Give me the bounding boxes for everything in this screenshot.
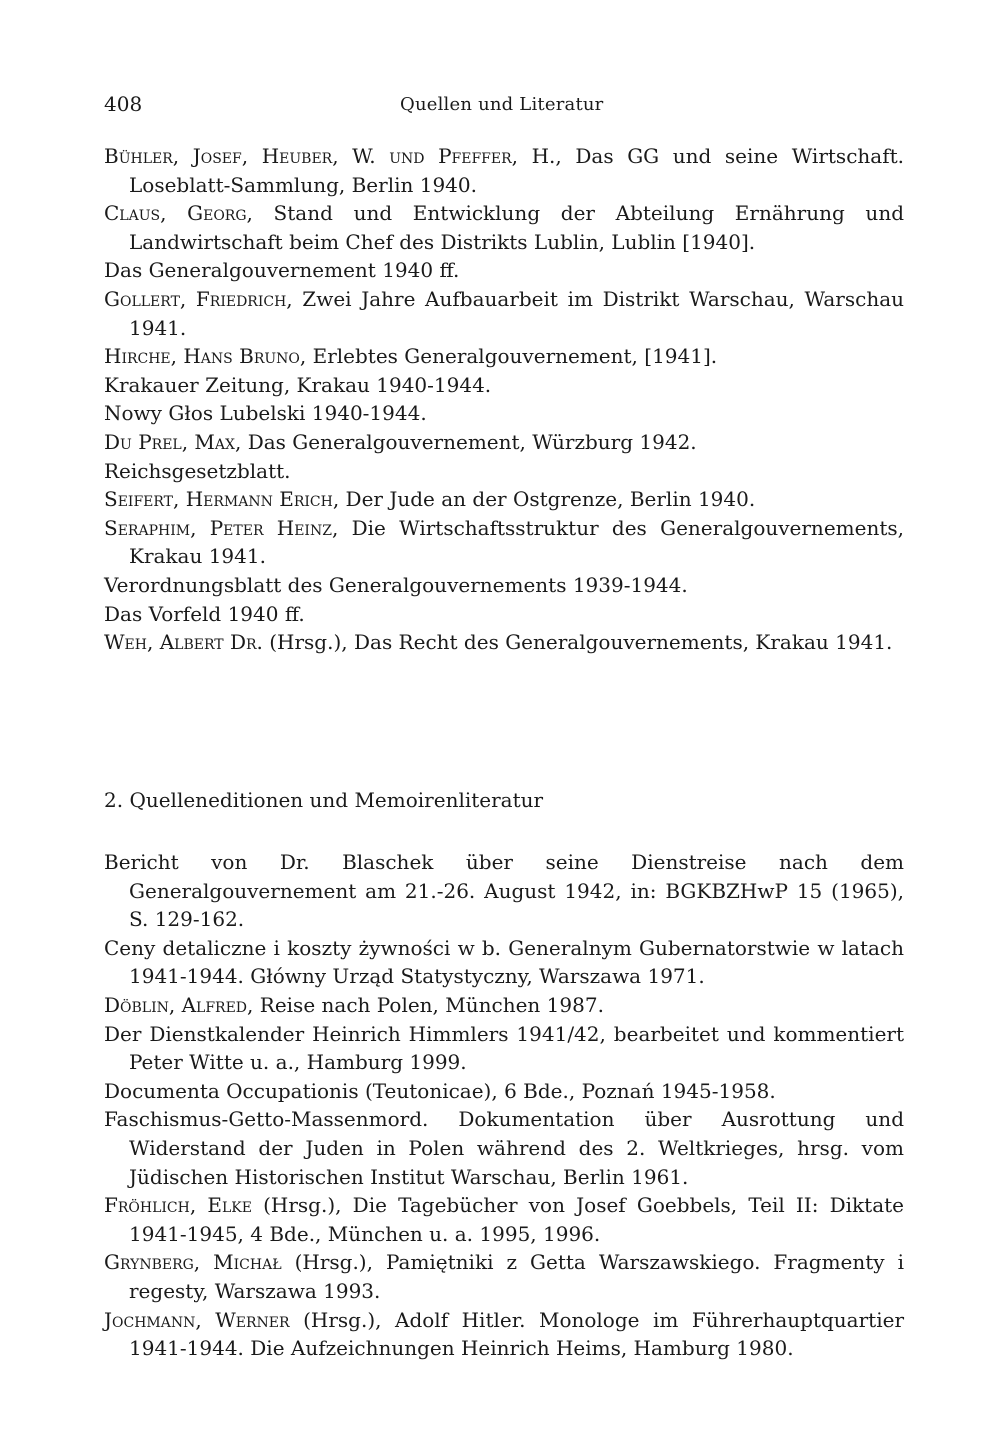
section-heading: 2. Quelleneditionen und Memoirenliteratur (104, 788, 544, 812)
running-head: Quellen und Literatur (400, 94, 604, 115)
page-header (104, 92, 904, 122)
entry-text: Reichsgesetzblatt. (104, 458, 291, 483)
entry-authors: Grynberg, Michał (104, 1250, 282, 1275)
bibliography-entry (104, 934, 904, 991)
bibliography-entry (104, 1020, 904, 1077)
entry-text: (Hrsg.), Das Recht des Generalgouvernements, Krakau 1941. (262, 630, 893, 655)
entry-authors: Döblin, Alfred (104, 992, 248, 1017)
bibliography-entry (104, 571, 904, 600)
bibliography-entry (104, 1248, 904, 1305)
entry-text: Der Dienstkalender Heinrich Himmlers 1941/42, bearbeitet und kommentiert Peter Witte u. a., Hamburg 1999. (104, 1021, 904, 1075)
bibliography-list-sources (104, 142, 904, 657)
bibliography-entry (104, 256, 904, 285)
entry-text: , Stand und Entwicklung der Abteilung Ernährung und Landwirtschaft beim Chef des Distrikts Lublin, Lublin [1940]. (129, 201, 904, 254)
page-number: 408 (104, 92, 143, 116)
entry-text: Krakauer Zeitung, Krakau 1940-1944. (104, 372, 492, 397)
entry-text: Documenta Occupationis (Teutonicae), 6 Bde., Poznań 1945-1958. (104, 1078, 776, 1103)
bibliography-entry (104, 399, 904, 428)
bibliography-entry (104, 485, 904, 514)
bibliography-list-editions (104, 848, 904, 1363)
bibliography-entry (104, 1191, 904, 1248)
bibliography-entry (104, 628, 904, 657)
entry-authors: Fröhlich, Elke (104, 1193, 252, 1218)
bibliography-entry (104, 457, 904, 486)
entry-text: , Zwei Jahre Aufbauarbeit im Distrikt Warschau, Warschau 1941. (129, 286, 905, 340)
bibliography-entry (104, 371, 904, 400)
entry-text: Nowy Głos Lubelski 1940-1944. (104, 401, 427, 426)
bibliography-entry (104, 1105, 904, 1191)
entry-authors: Du Prel, Max (104, 429, 235, 454)
entry-authors: Jochmann, Werner (104, 1307, 290, 1332)
bibliography-entry (104, 199, 904, 256)
entry-text: , Das Generalgouvernement, Würzburg 1942. (234, 429, 697, 454)
entry-text: Verordnungsblatt des Generalgouvernements 1939-1944. (104, 572, 688, 597)
entry-text: , Die Wirtschaftsstruktur des Generalgouvernements, Krakau 1941. (129, 515, 904, 569)
entry-text: , Erlebtes Generalgouvernement, [1941]. (299, 344, 718, 369)
bibliography-entry (104, 848, 904, 934)
entry-authors: Gollert, Friedrich (104, 286, 287, 311)
entry-text: (Hrsg.), Pamiętniki z Getta Warszawskiego. Fragmenty i regesty, Warszawa 1993. (129, 1250, 904, 1303)
entry-text: Das Generalgouvernement 1940 ff. (104, 258, 460, 283)
entry-text: Bericht von Dr. Blaschek über seine Dienstreise nach dem Generalgouvernement am 21.-26. August 1942, in: BGKBZHwP 15 (1965), S. 129-162. (104, 850, 904, 932)
bibliography-entry (104, 1077, 904, 1106)
bibliography-entry (104, 1306, 904, 1363)
entry-authors: Weh, Albert Dr. (104, 630, 263, 655)
bibliography-entry (104, 142, 904, 199)
bibliography-entry (104, 600, 904, 629)
entry-text: , Der Jude an der Ostgrenze, Berlin 1940. (332, 487, 756, 512)
entry-authors: Claus, Georg (104, 201, 247, 226)
entry-text: Ceny detaliczne i koszty żywności w b. Generalnym Gubernatorstwie w latach 1941-1944. Główny Urząd Statystyczny, Warszawa 1971. (104, 935, 904, 989)
entry-authors: Bühler, Josef, Heuber, W. und Pfeffer, H. (104, 144, 556, 168)
entry-authors: Seraphim, Peter Heinz (104, 515, 332, 540)
bibliography-entry (104, 514, 904, 571)
entry-authors: Seifert, Hermann Erich (104, 487, 333, 512)
entry-text: (Hrsg.), Adolf Hitler. Monologe im Führerhauptquartier 1941-1944. Die Aufzeichnungen Heinrich Heims, Hamburg 1980. (129, 1307, 905, 1361)
entry-authors: Hirche, Hans Bruno (104, 344, 300, 369)
entry-text: Das Vorfeld 1940 ff. (104, 601, 305, 626)
bibliography-entry (104, 991, 904, 1020)
bibliography-entry (104, 342, 904, 371)
bibliography-entry (104, 428, 904, 457)
entry-text: (Hrsg.), Die Tagebücher von Josef Goebbels, Teil II: Diktate 1941-1945, 4 Bde., München u. a. 1995, 1996. (129, 1193, 904, 1246)
entry-text: , Das GG und seine Wirtschaft. Loseblatt-Sammlung, Berlin 1940. (129, 144, 904, 197)
entry-text: Faschismus-Getto-Massenmord. Dokumentation über Ausrottung und Widerstand der Juden in Polen während des 2. Weltkrieges, hrsg. vom Jüdischen Historischen Institut Warschau, Berlin 1961. (104, 1107, 904, 1189)
bibliography-entry (104, 285, 904, 342)
entry-text: , Reise nach Polen, München 1987. (247, 992, 604, 1017)
